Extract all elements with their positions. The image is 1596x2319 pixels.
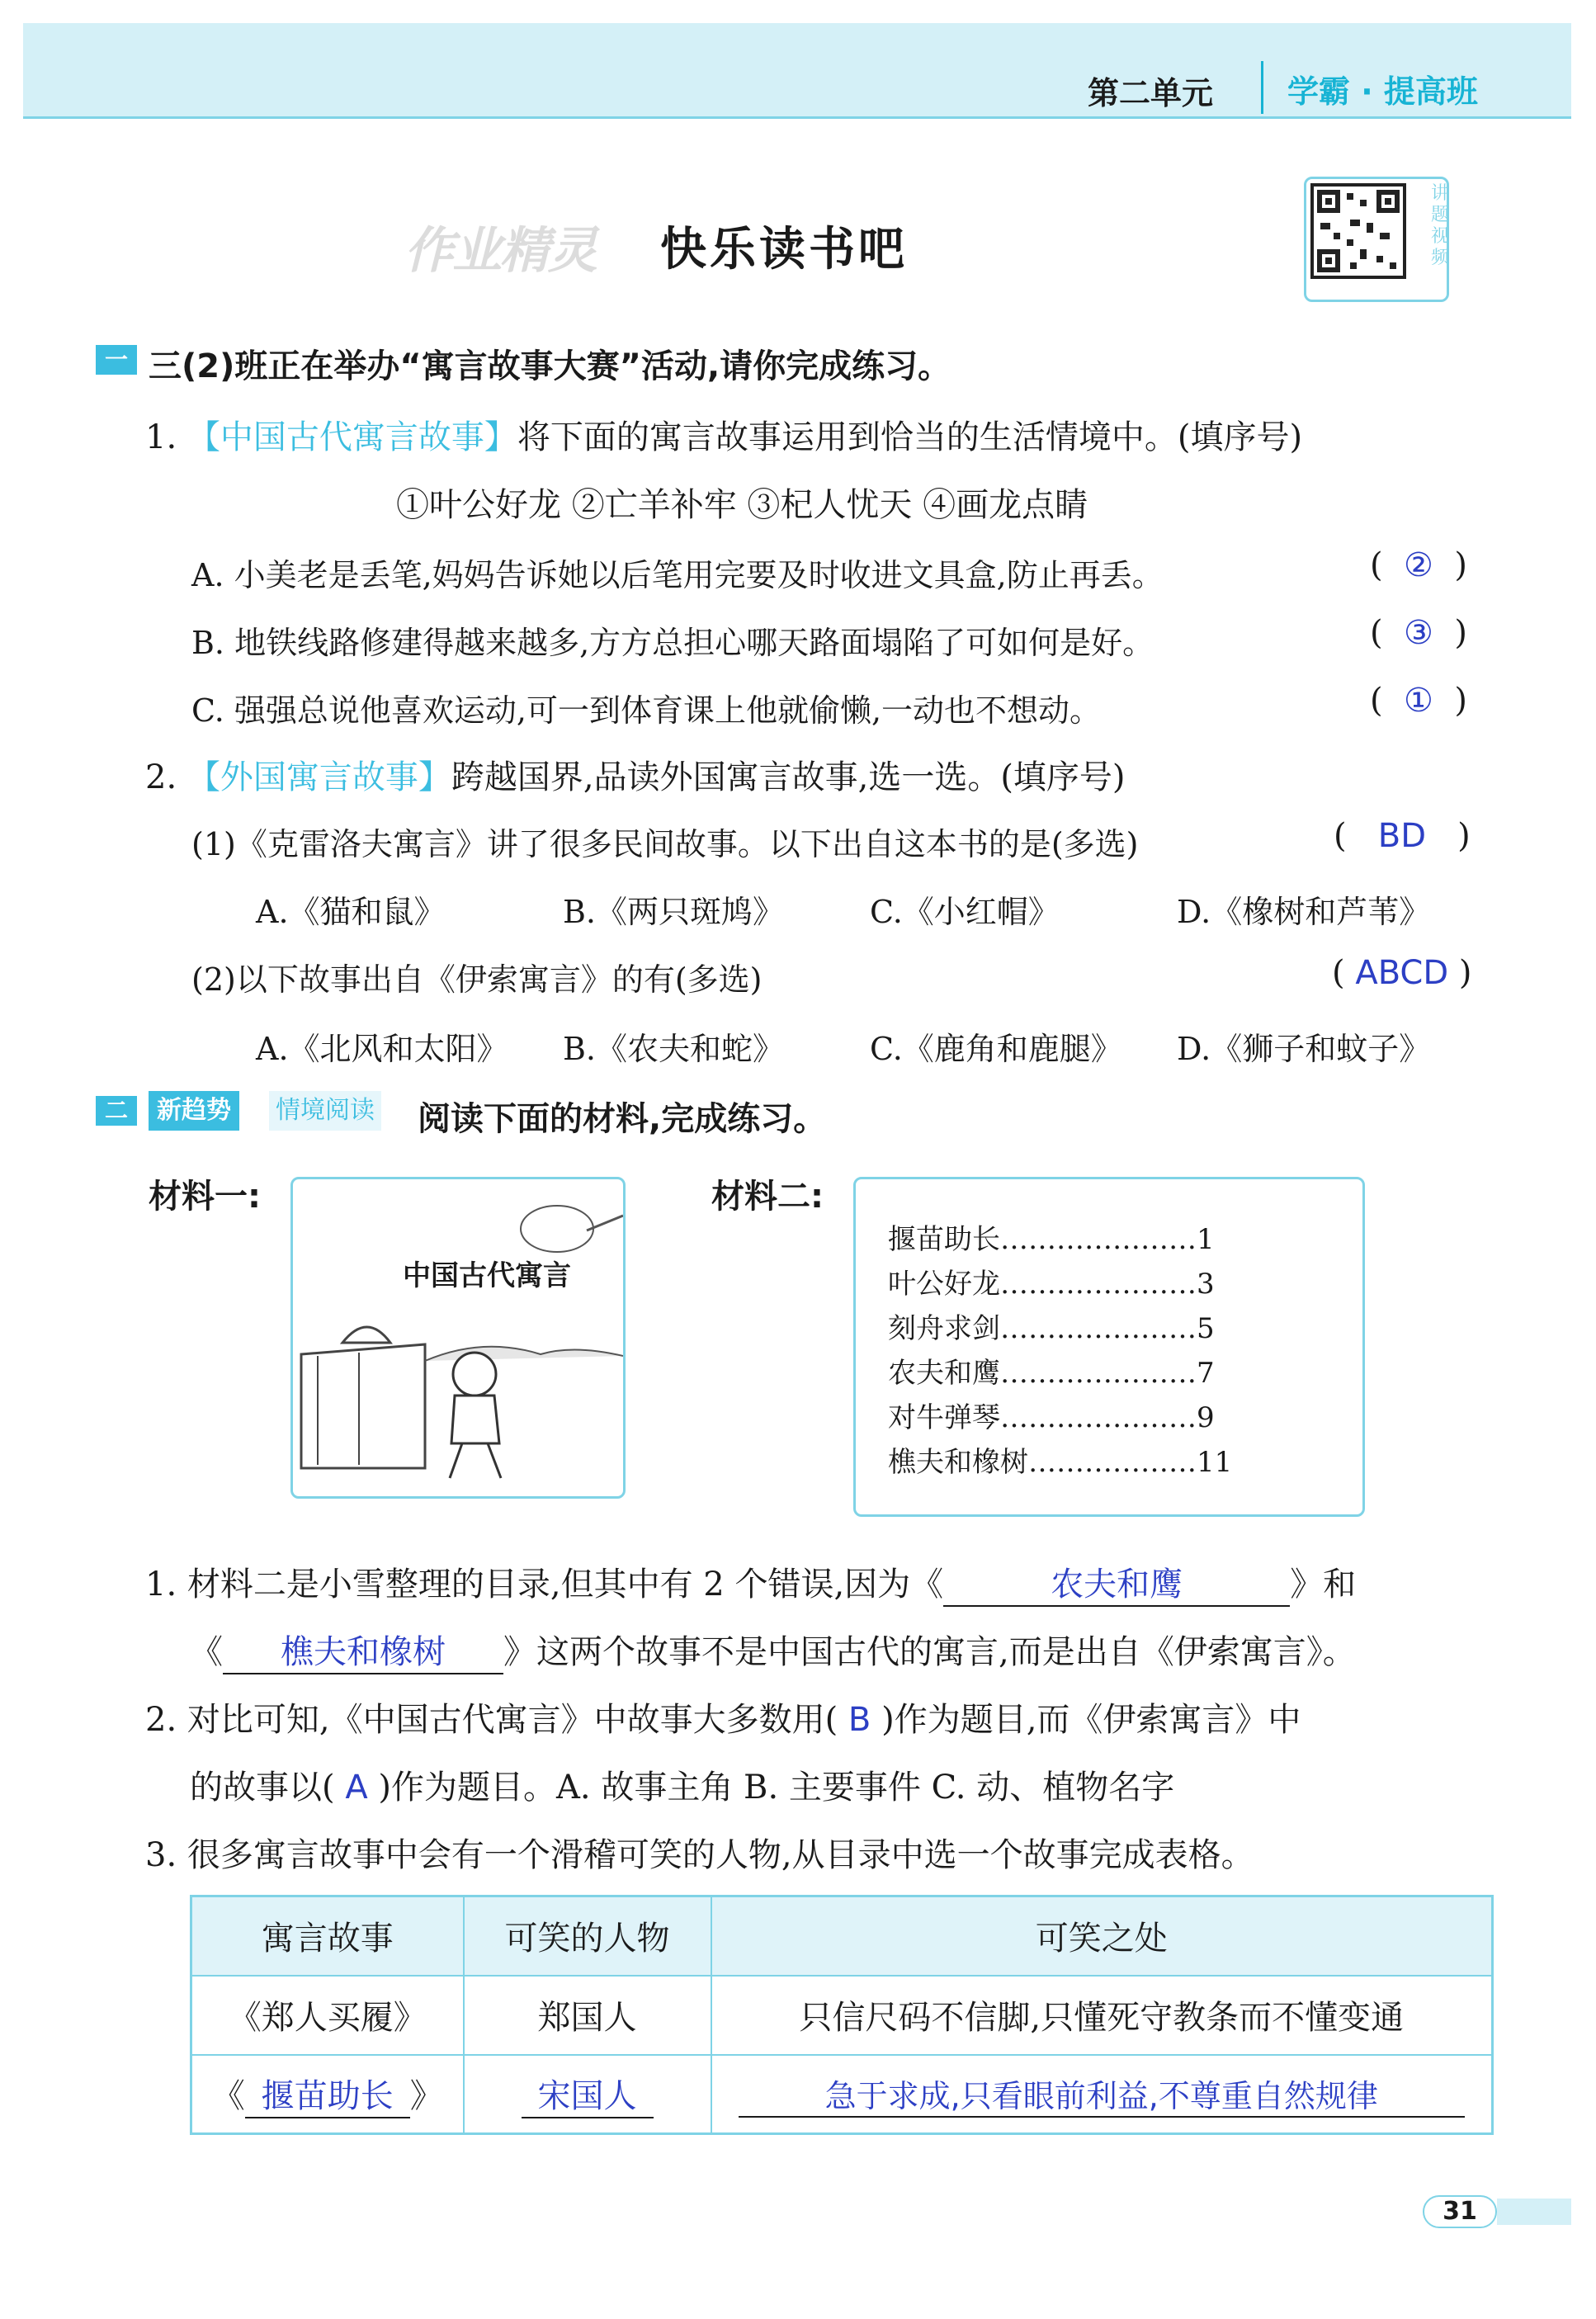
toc-item: 叶公好龙…………………3 bbox=[888, 1268, 1215, 1301]
s2-q2-answer1[interactable]: B bbox=[848, 1701, 871, 1739]
toc-item: 农夫和鹰…………………7 bbox=[888, 1357, 1215, 1390]
table-cell bbox=[464, 2055, 711, 2134]
person-answer[interactable]: 宋国人 bbox=[522, 2070, 654, 2118]
table-header: 可笑之处 bbox=[711, 1896, 1493, 1976]
toc-item: 对牛弹琴…………………9 bbox=[888, 1401, 1215, 1434]
qr-code-icon[interactable] bbox=[1310, 183, 1406, 279]
page-title: 快乐读书吧 bbox=[660, 223, 908, 276]
section-1-badge: 一 bbox=[96, 345, 137, 375]
table-cell bbox=[711, 2055, 1493, 2134]
q1-tag: 【中国古代寓言故事】 bbox=[187, 418, 517, 456]
unit-label: 第二单元 bbox=[1088, 75, 1214, 111]
table-header-row bbox=[191, 1896, 1493, 1976]
q2-tag: 【外国寓言故事】 bbox=[187, 758, 451, 796]
table-header: 寓言故事 bbox=[191, 1896, 464, 1976]
table-cell: 《 揠苗助长 》 bbox=[191, 2055, 464, 2134]
s2-q3-prompt: 3. 很多寓言故事中会有一个滑稽可笑的人物,从目录中选一个故事完成表格。 bbox=[145, 1836, 1254, 1874]
book-title: 中国古代寓言 bbox=[403, 1259, 571, 1292]
watermark: 作业精灵 bbox=[404, 222, 596, 280]
brand-label: 学霸 · 提高班 bbox=[1287, 73, 1478, 110]
material-2-label: 材料二: bbox=[711, 1178, 824, 1216]
q2-sub2-choice-a: A.《北风和太阳》 bbox=[256, 1031, 508, 1067]
s2-q1-line1: 1. 材料二是小雪整理的目录,但其中有 2 个错误,因为《 农夫和鹰 》和 bbox=[145, 1558, 1356, 1607]
q1-answer-a[interactable]: ( ② ) bbox=[1370, 546, 1467, 584]
trend-tag: 新趋势 bbox=[149, 1091, 239, 1131]
book-cover-illustration bbox=[293, 1179, 623, 1496]
toc-item: 樵夫和橡树………………11 bbox=[888, 1446, 1233, 1479]
q2-sub2-choice-d: D.《狮子和蚊子》 bbox=[1177, 1031, 1431, 1067]
q1-line bbox=[145, 411, 1302, 458]
table-row bbox=[191, 1976, 1493, 2055]
q1-item-b: B. 地铁线路修建得越来越多,方方总担心哪天路面塌陷了可如何是好。 bbox=[191, 625, 1155, 661]
reading-tag: 情境阅读 bbox=[269, 1091, 381, 1131]
q2-sub1: (1)《克雷洛夫寓言》讲了很多民间故事。以下出自这本书的是(多选) bbox=[191, 826, 1139, 862]
q2-sub2-answer[interactable]: ( ABCD ) bbox=[1332, 954, 1472, 992]
q1-item-c: C. 强强总说他喜欢运动,可一到体育课上他就偷懒,一动也不想动。 bbox=[191, 692, 1102, 729]
q1-answer-b[interactable]: ( ③ ) bbox=[1370, 614, 1467, 652]
s2-q1-answer1[interactable]: 农夫和鹰 bbox=[943, 1558, 1290, 1607]
q1-options: ①叶公好龙 ②亡羊补牢 ③杞人忧天 ④画龙点睛 bbox=[396, 486, 1088, 524]
page-number: 31 bbox=[1423, 2195, 1497, 2228]
fable-table bbox=[190, 1895, 1494, 2135]
q2-sub1-choice-d: D.《橡树和芦苇》 bbox=[1177, 894, 1431, 930]
q2-line bbox=[145, 751, 1126, 798]
section-2-heading: 阅读下面的材料,完成练习。 bbox=[418, 1100, 827, 1138]
q1-number: 1. bbox=[145, 418, 177, 456]
q2-sub1-choice-a: A.《猫和鼠》 bbox=[256, 894, 446, 930]
q2-sub2-choice-c: C.《鹿角和鹿腿》 bbox=[870, 1031, 1122, 1067]
q1-item-a: A. 小美老是丢笔,妈妈告诉她以后笔用完要及时收进文具盒,防止再丢。 bbox=[191, 557, 1164, 593]
story-answer[interactable]: 揠苗助长 bbox=[245, 2070, 410, 2118]
s2-q2-line1: 2. 对比可知,《中国古代寓言》中故事大多数用( B )作为题目,而《伊索寓言》中 bbox=[145, 1701, 1301, 1739]
section-2-badge: 二 bbox=[96, 1096, 137, 1126]
material-1-box bbox=[290, 1177, 626, 1499]
table-cell: 只信尺码不信脚,只懂死守教条而不懂变通 bbox=[711, 1976, 1493, 2055]
header-divider bbox=[1261, 61, 1263, 114]
s2-q1-line2: 《 樵夫和橡树 》这两个故事不是中国古代的寓言,而是出自《伊索寓言》。 bbox=[190, 1626, 1356, 1674]
table-row bbox=[191, 2055, 1493, 2134]
s2-q2-answer2[interactable]: A bbox=[345, 1769, 368, 1807]
s2-q1-answer2[interactable]: 樵夫和橡树 bbox=[223, 1626, 503, 1674]
q2-sub1-choice-b: B.《两只斑鸠》 bbox=[563, 894, 785, 930]
table-cell: 《郑人买履》 bbox=[191, 1976, 464, 2055]
s2-q2-line2: 的故事以( A )作为题目。A. 故事主角 B. 主要事件 C. 动、植物名字 bbox=[190, 1769, 1175, 1807]
toc-item: 揠苗助长…………………1 bbox=[888, 1223, 1215, 1256]
video-label: 讲题视频 bbox=[1431, 183, 1450, 268]
table-cell: 郑国人 bbox=[464, 1976, 711, 2055]
toc-item: 刻舟求剑…………………5 bbox=[888, 1312, 1215, 1345]
material-1-label: 材料一: bbox=[149, 1178, 261, 1216]
q2-sub2: (2)以下故事出自《伊索寓言》的有(多选) bbox=[191, 961, 763, 998]
section-1-heading: 三(2)班正在举办“寓言故事大赛”活动,请你完成练习。 bbox=[149, 347, 951, 385]
q2-sub1-choice-c: C.《小红帽》 bbox=[870, 894, 1060, 930]
table-header: 可笑的人物 bbox=[464, 1896, 711, 1976]
q2-prompt: 跨越国界,品读外国寓言故事,选一选。(填序号) bbox=[451, 758, 1126, 796]
reason-answer[interactable]: 急于求成,只看眼前利益,不尊重自然规律 bbox=[739, 2071, 1465, 2118]
page-tab bbox=[1497, 2199, 1571, 2225]
q1-answer-c[interactable]: ( ① ) bbox=[1370, 682, 1467, 720]
q2-sub1-answer[interactable]: ( BD ) bbox=[1334, 817, 1471, 855]
q2-number: 2. bbox=[145, 758, 177, 796]
q1-prompt: 将下面的寓言故事运用到恰当的生活情境中。(填序号) bbox=[517, 418, 1303, 456]
q2-sub2-choice-b: B.《农夫和蛇》 bbox=[563, 1031, 785, 1067]
